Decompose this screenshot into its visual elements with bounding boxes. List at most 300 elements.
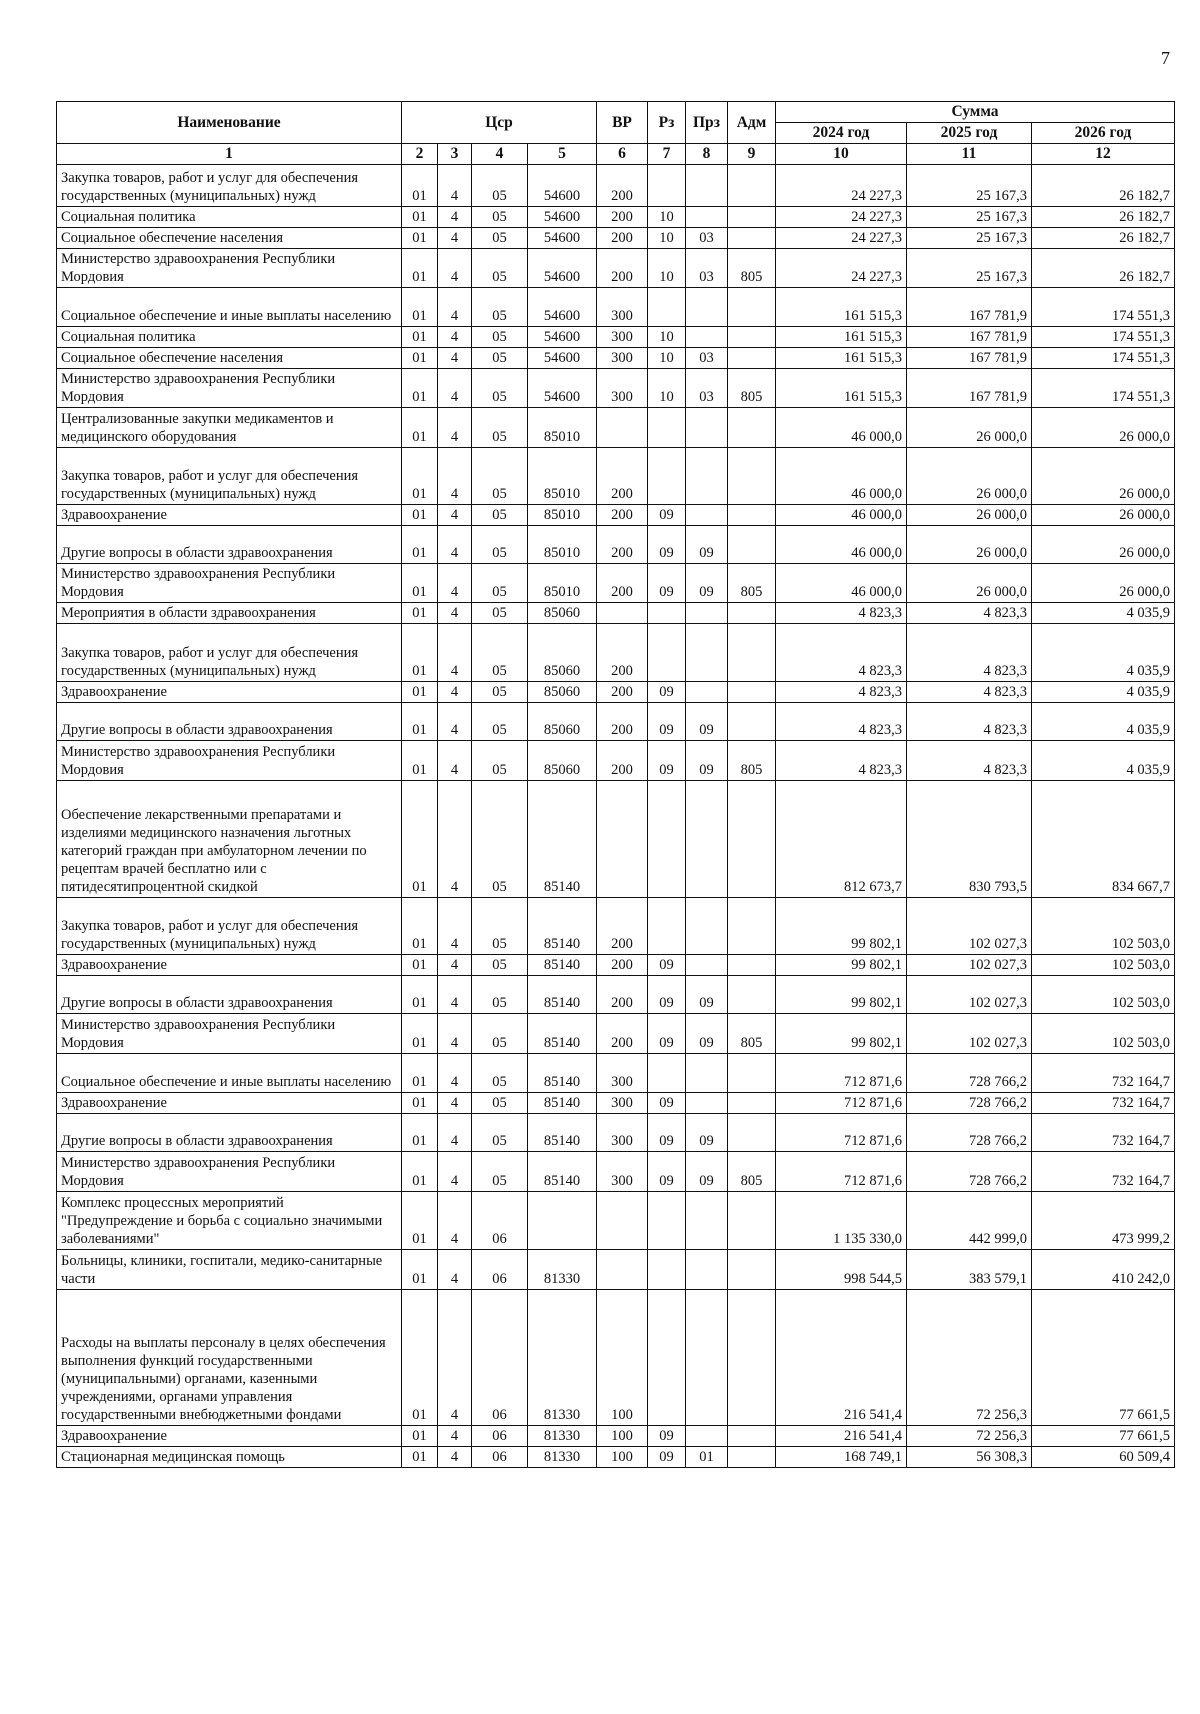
adm-code: [728, 327, 776, 348]
csr-part-2: 4: [438, 1152, 472, 1192]
csr-part-1: 01: [402, 369, 438, 408]
prz-code: [686, 682, 728, 703]
adm-code: [728, 898, 776, 955]
rz-code: 09: [648, 505, 686, 526]
amount-2024: 99 802,1: [776, 955, 907, 976]
rz-code: 10: [648, 369, 686, 408]
csr-part-3: 05: [472, 165, 528, 207]
row-name: Закупка товаров, работ и услуг для обеспечения государственных (муниципальных) нужд: [57, 448, 402, 505]
vr-code: 200: [597, 703, 648, 741]
amount-2024: 24 227,3: [776, 207, 907, 228]
csr-part-1: 01: [402, 327, 438, 348]
csr-part-1: 01: [402, 1426, 438, 1447]
csr-code: 85140: [528, 781, 597, 898]
csr-part-3: 06: [472, 1192, 528, 1250]
amount-2025: 102 027,3: [907, 976, 1032, 1014]
csr-part-3: 05: [472, 448, 528, 505]
prz-code: 09: [686, 564, 728, 603]
column-number: 5: [528, 144, 597, 165]
csr-part-1: 01: [402, 505, 438, 526]
row-name: Министерство здравоохранения Республики Мордовия: [57, 369, 402, 408]
table-row: [57, 955, 1175, 976]
amount-2024: 712 871,6: [776, 1152, 907, 1192]
csr-part-3: 05: [472, 781, 528, 898]
amount-2026: 102 503,0: [1032, 1014, 1175, 1054]
rz-code: 10: [648, 207, 686, 228]
csr-part-1: 01: [402, 1114, 438, 1152]
csr-code: 85010: [528, 526, 597, 564]
csr-part-2: 4: [438, 369, 472, 408]
amount-2024: 812 673,7: [776, 781, 907, 898]
rz-code: 09: [648, 682, 686, 703]
amount-2025: 4 823,3: [907, 703, 1032, 741]
row-name: Закупка товаров, работ и услуг для обеспечения государственных (муниципальных) нужд: [57, 165, 402, 207]
table-row: [57, 348, 1175, 369]
table-row: [57, 1192, 1175, 1250]
csr-code: 54600: [528, 249, 597, 288]
amount-2024: 712 871,6: [776, 1093, 907, 1114]
amount-2025: 167 781,9: [907, 369, 1032, 408]
vr-code: 200: [597, 505, 648, 526]
csr-code: 85060: [528, 703, 597, 741]
csr-part-3: 05: [472, 207, 528, 228]
amount-2024: 998 544,5: [776, 1250, 907, 1290]
amount-2025: 728 766,2: [907, 1114, 1032, 1152]
adm-code: [728, 1426, 776, 1447]
amount-2024: 161 515,3: [776, 327, 907, 348]
prz-code: [686, 1192, 728, 1250]
amount-2026: 732 164,7: [1032, 1114, 1175, 1152]
row-name: Министерство здравоохранения Республики Мордовия: [57, 741, 402, 781]
amount-2026: 26 000,0: [1032, 526, 1175, 564]
rz-code: [648, 165, 686, 207]
csr-code: 85010: [528, 564, 597, 603]
adm-code: [728, 624, 776, 682]
prz-code: 09: [686, 1114, 728, 1152]
adm-code: [728, 1447, 776, 1468]
rz-code: 09: [648, 1093, 686, 1114]
rz-code: [648, 1290, 686, 1426]
adm-code: 805: [728, 1152, 776, 1192]
amount-2026: 410 242,0: [1032, 1250, 1175, 1290]
amount-2024: 24 227,3: [776, 228, 907, 249]
prz-code: 03: [686, 369, 728, 408]
budget-table: [56, 101, 1175, 1468]
amount-2024: 4 823,3: [776, 682, 907, 703]
amount-2026: 26 182,7: [1032, 249, 1175, 288]
csr-part-2: 4: [438, 1093, 472, 1114]
prz-code: [686, 448, 728, 505]
csr-part-1: 01: [402, 1250, 438, 1290]
csr-part-3: 05: [472, 1114, 528, 1152]
amount-2024: 46 000,0: [776, 526, 907, 564]
prz-code: [686, 408, 728, 448]
table-row: [57, 288, 1175, 327]
amount-2025: 4 823,3: [907, 741, 1032, 781]
csr-part-3: 05: [472, 703, 528, 741]
csr-part-1: 01: [402, 1054, 438, 1093]
csr-part-2: 4: [438, 348, 472, 369]
adm-code: [728, 408, 776, 448]
amount-2026: 102 503,0: [1032, 898, 1175, 955]
vr-code: [597, 1192, 648, 1250]
amount-2025: 26 000,0: [907, 408, 1032, 448]
vr-code: 300: [597, 1093, 648, 1114]
adm-code: [728, 603, 776, 624]
rz-code: 10: [648, 249, 686, 288]
header-row-1: [57, 102, 1175, 123]
csr-part-3: 05: [472, 564, 528, 603]
amount-2026: 26 000,0: [1032, 505, 1175, 526]
vr-code: 200: [597, 955, 648, 976]
amount-2025: 56 308,3: [907, 1447, 1032, 1468]
adm-code: [728, 1290, 776, 1426]
csr-part-2: 4: [438, 327, 472, 348]
row-name: Больницы, клиники, госпитали, медико-санитарные части: [57, 1250, 402, 1290]
csr-part-2: 4: [438, 564, 472, 603]
csr-code: 54600: [528, 348, 597, 369]
csr-part-3: 06: [472, 1447, 528, 1468]
csr-code: 85140: [528, 1054, 597, 1093]
rz-code: 09: [648, 1114, 686, 1152]
prz-code: [686, 1093, 728, 1114]
csr-part-1: 01: [402, 781, 438, 898]
row-name: Здравоохранение: [57, 955, 402, 976]
row-name: Министерство здравоохранения Республики Мордовия: [57, 564, 402, 603]
csr-part-1: 01: [402, 976, 438, 1014]
prz-code: 09: [686, 741, 728, 781]
table-row: [57, 526, 1175, 564]
vr-code: 300: [597, 288, 648, 327]
row-name: Расходы на выплаты персоналу в целях обеспечения выполнения функций государственными (муниципальными) органами, казенными учреждениями, органами управления государственными внебюджетными фондами: [57, 1290, 402, 1426]
csr-code: 85140: [528, 1014, 597, 1054]
adm-code: [728, 207, 776, 228]
amount-2024: 712 871,6: [776, 1114, 907, 1152]
csr-code: 85140: [528, 1093, 597, 1114]
csr-part-2: 4: [438, 955, 472, 976]
csr-part-2: 4: [438, 228, 472, 249]
csr-code: 54600: [528, 207, 597, 228]
amount-2025: 25 167,3: [907, 165, 1032, 207]
csr-part-3: 06: [472, 1426, 528, 1447]
amount-2026: 834 667,7: [1032, 781, 1175, 898]
adm-code: [728, 781, 776, 898]
rz-code: 10: [648, 228, 686, 249]
vr-code: 200: [597, 624, 648, 682]
csr-part-1: 01: [402, 249, 438, 288]
vr-code: 200: [597, 207, 648, 228]
amount-2026: 732 164,7: [1032, 1054, 1175, 1093]
column-number: 9: [728, 144, 776, 165]
amount-2025: 72 256,3: [907, 1290, 1032, 1426]
vr-code: [597, 1250, 648, 1290]
amount-2026: 732 164,7: [1032, 1152, 1175, 1192]
row-name: Министерство здравоохранения Республики Мордовия: [57, 249, 402, 288]
csr-part-2: 4: [438, 1426, 472, 1447]
csr-part-3: 05: [472, 955, 528, 976]
header-adm: Адм: [728, 102, 776, 144]
csr-part-3: 05: [472, 898, 528, 955]
csr-part-3: 05: [472, 1093, 528, 1114]
csr-code: 54600: [528, 369, 597, 408]
rz-code: 09: [648, 526, 686, 564]
csr-part-3: 05: [472, 249, 528, 288]
csr-part-3: 05: [472, 682, 528, 703]
row-name: Министерство здравоохранения Республики Мордовия: [57, 1014, 402, 1054]
rz-code: 10: [648, 327, 686, 348]
prz-code: [686, 327, 728, 348]
amount-2024: 4 823,3: [776, 603, 907, 624]
header-prz: Прз: [686, 102, 728, 144]
row-name: Социальная политика: [57, 327, 402, 348]
amount-2024: 46 000,0: [776, 564, 907, 603]
row-name: Закупка товаров, работ и услуг для обеспечения государственных (муниципальных) нужд: [57, 898, 402, 955]
csr-part-1: 01: [402, 348, 438, 369]
csr-code: 54600: [528, 327, 597, 348]
row-name: Стационарная медицинская помощь: [57, 1447, 402, 1468]
amount-2024: 4 823,3: [776, 741, 907, 781]
prz-code: [686, 1290, 728, 1426]
vr-code: 300: [597, 369, 648, 408]
table-row: [57, 448, 1175, 505]
amount-2025: 830 793,5: [907, 781, 1032, 898]
amount-2026: 77 661,5: [1032, 1290, 1175, 1426]
row-name: Обеспечение лекарственными препаратами и изделиями медицинского назначения льготных категорий граждан при амбулаторном лечении по рецептам врачей бесплатно или с пятидесятипроцентной скидкой: [57, 781, 402, 898]
rz-code: [648, 448, 686, 505]
csr-part-1: 01: [402, 898, 438, 955]
prz-code: [686, 898, 728, 955]
rz-code: [648, 1192, 686, 1250]
rz-code: [648, 408, 686, 448]
prz-code: [686, 505, 728, 526]
adm-code: [728, 228, 776, 249]
vr-code: 300: [597, 1054, 648, 1093]
header-2025: 2025 год: [907, 123, 1032, 144]
csr-code: 54600: [528, 165, 597, 207]
amount-2024: 1 135 330,0: [776, 1192, 907, 1250]
amount-2026: 174 551,3: [1032, 348, 1175, 369]
prz-code: [686, 603, 728, 624]
prz-code: [686, 781, 728, 898]
rz-code: 09: [648, 955, 686, 976]
adm-code: [728, 505, 776, 526]
csr-part-3: 05: [472, 741, 528, 781]
amount-2025: 728 766,2: [907, 1093, 1032, 1114]
column-number: 12: [1032, 144, 1175, 165]
rz-code: [648, 624, 686, 682]
column-number: 7: [648, 144, 686, 165]
amount-2026: 77 661,5: [1032, 1426, 1175, 1447]
csr-part-1: 01: [402, 741, 438, 781]
amount-2024: 712 871,6: [776, 1054, 907, 1093]
amount-2024: 216 541,4: [776, 1426, 907, 1447]
vr-code: 100: [597, 1447, 648, 1468]
rz-code: 09: [648, 564, 686, 603]
vr-code: [597, 603, 648, 624]
table-row: [57, 1093, 1175, 1114]
prz-code: [686, 1426, 728, 1447]
prz-code: 09: [686, 1014, 728, 1054]
rz-code: [648, 1054, 686, 1093]
prz-code: 09: [686, 703, 728, 741]
prz-code: 03: [686, 228, 728, 249]
amount-2026: 732 164,7: [1032, 1093, 1175, 1114]
csr-part-3: 05: [472, 228, 528, 249]
csr-part-1: 01: [402, 288, 438, 327]
vr-code: 300: [597, 348, 648, 369]
table-row: [57, 1447, 1175, 1468]
amount-2026: 174 551,3: [1032, 369, 1175, 408]
adm-code: [728, 1093, 776, 1114]
adm-code: [728, 703, 776, 741]
column-number: 4: [472, 144, 528, 165]
rz-code: [648, 898, 686, 955]
csr-part-3: 06: [472, 1250, 528, 1290]
header-2024: 2024 год: [776, 123, 907, 144]
row-name: Социальное обеспечение населения: [57, 348, 402, 369]
row-name: Министерство здравоохранения Республики Мордовия: [57, 1152, 402, 1192]
amount-2026: 473 999,2: [1032, 1192, 1175, 1250]
csr-part-3: 06: [472, 1290, 528, 1426]
amount-2026: 4 035,9: [1032, 682, 1175, 703]
amount-2025: 72 256,3: [907, 1426, 1032, 1447]
amount-2024: 24 227,3: [776, 249, 907, 288]
prz-code: [686, 288, 728, 327]
csr-code: 85140: [528, 955, 597, 976]
csr-part-2: 4: [438, 624, 472, 682]
vr-code: 200: [597, 228, 648, 249]
header-rz: Рз: [648, 102, 686, 144]
adm-code: 805: [728, 249, 776, 288]
amount-2026: 4 035,9: [1032, 624, 1175, 682]
prz-code: 03: [686, 348, 728, 369]
csr-code: 54600: [528, 288, 597, 327]
prz-code: [686, 1054, 728, 1093]
adm-code: 805: [728, 1014, 776, 1054]
rz-code: 09: [648, 1447, 686, 1468]
amount-2025: 4 823,3: [907, 603, 1032, 624]
csr-code: 85060: [528, 624, 597, 682]
rz-code: 09: [648, 976, 686, 1014]
row-name: Здравоохранение: [57, 1426, 402, 1447]
row-name: Другие вопросы в области здравоохранения: [57, 1114, 402, 1152]
header-sum: Сумма: [776, 102, 1175, 123]
adm-code: 805: [728, 741, 776, 781]
amount-2025: 167 781,9: [907, 327, 1032, 348]
column-number: 3: [438, 144, 472, 165]
rz-code: 09: [648, 1014, 686, 1054]
csr-part-3: 05: [472, 288, 528, 327]
amount-2024: 161 515,3: [776, 348, 907, 369]
csr-code: [528, 1192, 597, 1250]
header-2026: 2026 год: [1032, 123, 1175, 144]
table-body: [57, 165, 1175, 1468]
amount-2025: 728 766,2: [907, 1054, 1032, 1093]
table-row: [57, 1014, 1175, 1054]
csr-part-2: 4: [438, 288, 472, 327]
csr-part-1: 01: [402, 955, 438, 976]
amount-2026: 26 182,7: [1032, 165, 1175, 207]
csr-part-3: 05: [472, 1054, 528, 1093]
vr-code: 200: [597, 249, 648, 288]
column-number: 1: [57, 144, 402, 165]
table-row: [57, 207, 1175, 228]
csr-part-2: 4: [438, 448, 472, 505]
csr-part-2: 4: [438, 165, 472, 207]
adm-code: [728, 348, 776, 369]
amount-2024: 99 802,1: [776, 1014, 907, 1054]
column-number: 8: [686, 144, 728, 165]
csr-part-1: 01: [402, 682, 438, 703]
rz-code: 09: [648, 1152, 686, 1192]
table-row: [57, 369, 1175, 408]
amount-2025: 25 167,3: [907, 249, 1032, 288]
table-row: [57, 1114, 1175, 1152]
amount-2025: 25 167,3: [907, 228, 1032, 249]
amount-2026: 26 000,0: [1032, 448, 1175, 505]
row-name: Другие вопросы в области здравоохранения: [57, 976, 402, 1014]
amount-2025: 728 766,2: [907, 1152, 1032, 1192]
csr-code: 85140: [528, 976, 597, 1014]
prz-code: [686, 1250, 728, 1290]
table-row: [57, 408, 1175, 448]
amount-2025: 26 000,0: [907, 448, 1032, 505]
csr-code: 81330: [528, 1250, 597, 1290]
amount-2025: 26 000,0: [907, 526, 1032, 564]
amount-2026: 26 182,7: [1032, 228, 1175, 249]
row-name: Другие вопросы в области здравоохранения: [57, 703, 402, 741]
csr-part-2: 4: [438, 703, 472, 741]
csr-part-1: 01: [402, 1447, 438, 1468]
csr-part-2: 4: [438, 1447, 472, 1468]
adm-code: [728, 976, 776, 1014]
amount-2024: 46 000,0: [776, 505, 907, 526]
table-row: [57, 703, 1175, 741]
csr-part-1: 01: [402, 1152, 438, 1192]
table-row: [57, 682, 1175, 703]
table-row: [57, 781, 1175, 898]
amount-2024: 46 000,0: [776, 408, 907, 448]
adm-code: [728, 1114, 776, 1152]
amount-2025: 167 781,9: [907, 288, 1032, 327]
table-row: [57, 976, 1175, 1014]
csr-part-2: 4: [438, 781, 472, 898]
row-name: Здравоохранение: [57, 1093, 402, 1114]
rz-code: 09: [648, 703, 686, 741]
rz-code: 09: [648, 1426, 686, 1447]
column-number: 6: [597, 144, 648, 165]
column-number-row: [57, 144, 1175, 165]
row-name: Мероприятия в области здравоохранения: [57, 603, 402, 624]
rz-code: 09: [648, 741, 686, 781]
csr-part-3: 05: [472, 526, 528, 564]
csr-part-2: 4: [438, 526, 472, 564]
page-number: 7: [1161, 48, 1170, 68]
csr-part-1: 01: [402, 703, 438, 741]
row-name: Социальное обеспечение и иные выплаты населению: [57, 288, 402, 327]
csr-code: 85140: [528, 1114, 597, 1152]
csr-code: 81330: [528, 1426, 597, 1447]
table-row: [57, 228, 1175, 249]
csr-code: 85010: [528, 408, 597, 448]
vr-code: 200: [597, 448, 648, 505]
vr-code: 100: [597, 1426, 648, 1447]
vr-code: 200: [597, 526, 648, 564]
amount-2026: 4 035,9: [1032, 741, 1175, 781]
adm-code: [728, 288, 776, 327]
prz-code: 09: [686, 976, 728, 1014]
csr-part-2: 4: [438, 603, 472, 624]
